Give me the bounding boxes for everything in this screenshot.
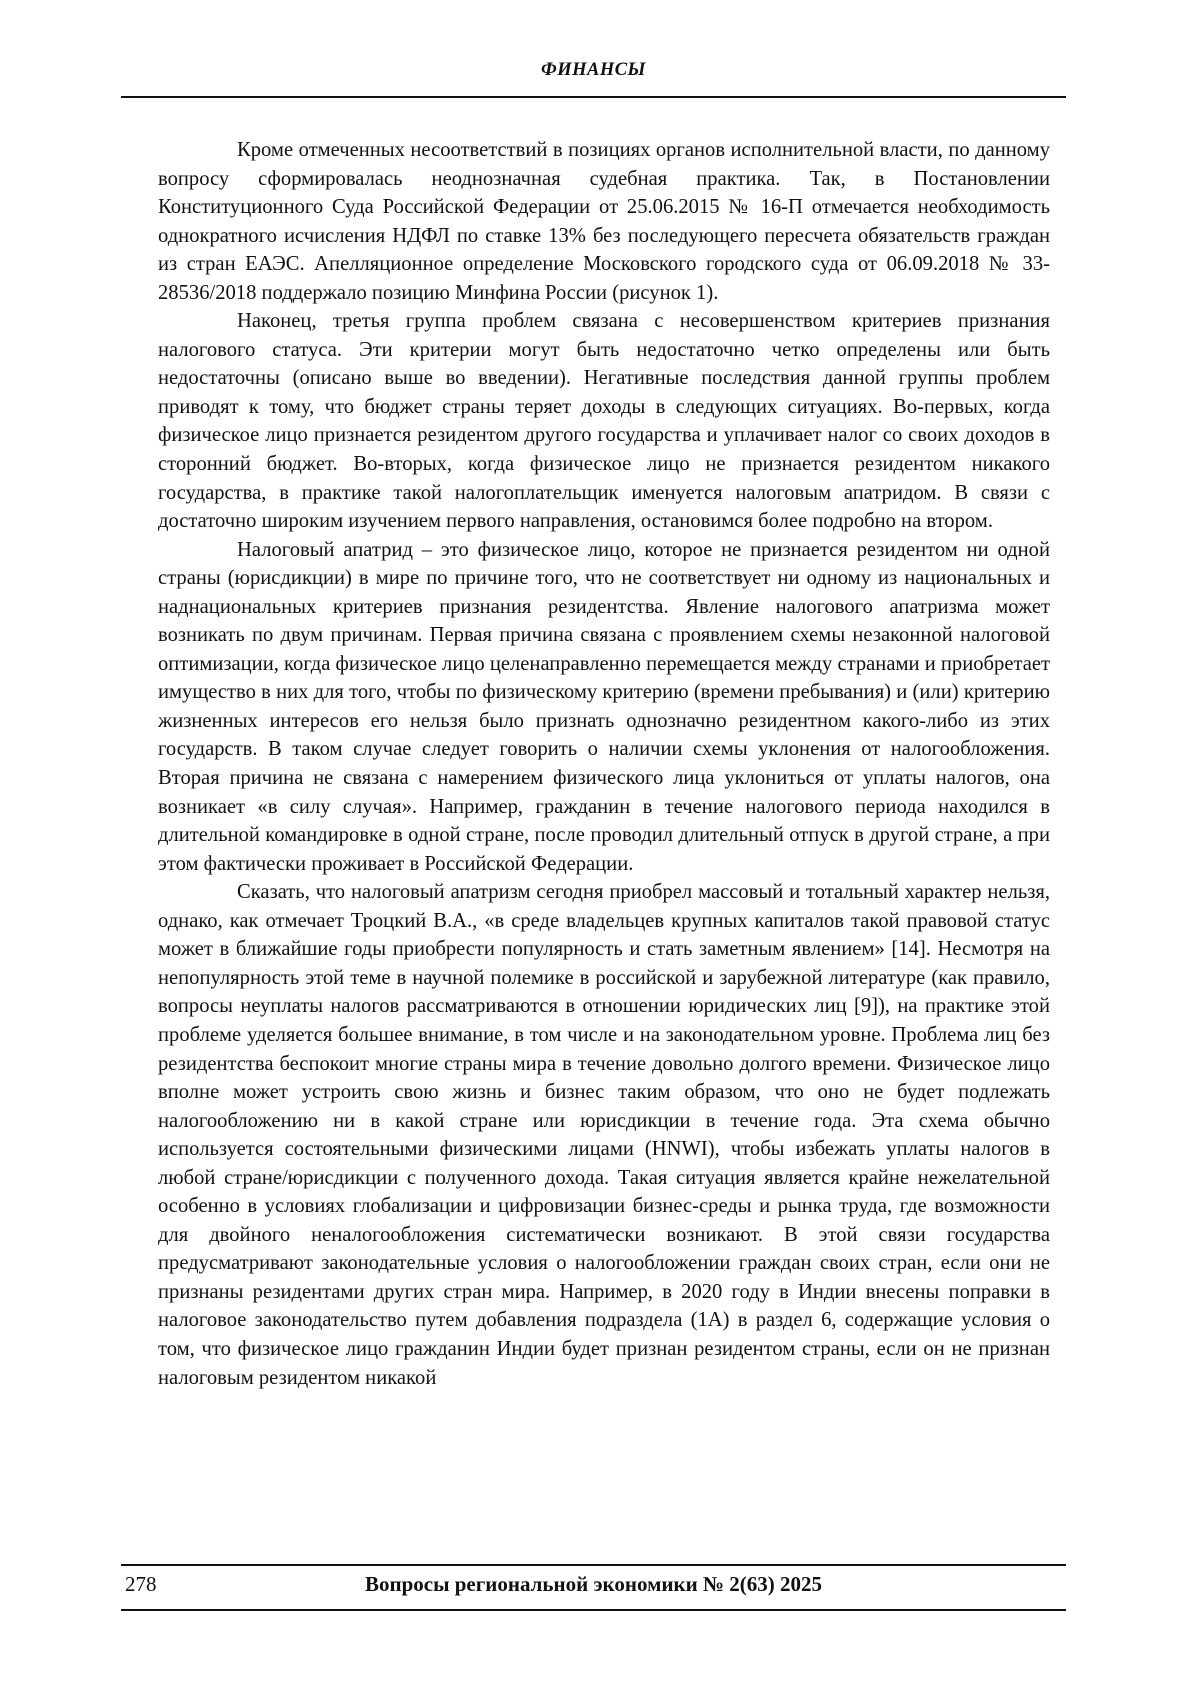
paragraph-3: Налоговый апатрид – это физическое лицо, которое не признается резидентом ни одной страны (юрисдикции) в мире по причине того, что не соответствует ни одному из национальных и наднациональных критериев признания резидентства. Явление налогового апатризма может возникать по двум причинам. Первая причина связана с проявлением схемы незаконной налоговой оптимизации, когда физическое лицо целенаправленно перемещается между странами и приобретает имущество в них для того, чтобы по физическому критерию (времени пребывания) и (или) критерию жизненных интересов его нельзя было признать однозначно резидентном какого-либо из этих государств. В таком случае следует говорить о наличии схемы уклонения от налогообложения. Вторая причина не связана с намерением физического лица уклониться от уплаты налогов, она возникает «в силу случая». Например, гражданин в течение налогового периода находился в длительной командировке в одной стране, после проводил длительный отпуск в другой стране, а при этом фактически проживает в Российской Федерации. [158, 538, 1050, 875]
paragraph-2: Наконец, третья группа проблем связана с несовершенством критериев признания налогового статуса. Эти критерии могут быть недостаточно четко определены или быть недостаточны (описано выше во введении). Негативные последствия данной группы проблем приводят к тому, что бюджет страны теряет доходы в следующих ситуациях. Во-первых, когда физическое лицо признается резидентом другого государства и уплачивает налог со своих доходов в сторонний бюджет. Во-вторых, когда физическое лицо не признается резидентом никакого государства, в практике такой налогоплательщик именуется налоговым апатридом. В связи с достаточно широким изучением первого направления, остановимся более подробно на втором. [158, 310, 1050, 533]
article-body [158, 136, 1050, 1392]
paragraph-1: Кроме отмеченных несоответствий в позициях органов исполнительной власти, по данному вопросу сформировалась неоднозначная судебная практика. Так, в Постановлении Конституционного Суда Российской Федерации от 25.06.2015 № 16-П отмечается необходимость однократного исчисления НДФЛ по ставке 13% без последующего пересчета обязательств граждан из стран ЕАЭС. Апелляционное определение Московского городского суда от 06.09.2018 № 33-28536/2018 поддержало позицию Минфина России (рисунок 1). [158, 139, 1050, 304]
page-number: 278 [125, 1572, 157, 1596]
paragraph-4: Сказать, что налоговый апатризм сегодня приобрел массовый и тотальный характер нельзя, однако, как отмечает Троцкий В.А., «в среде владельцев крупных капиталов такой правовой статус может в ближайшие годы приобрести популярность и стать заметным явлением» [14]. Несмотря на непопулярность этой теме в научной полемике в российской и зарубежной литературе (как правило, вопросы неуплаты налогов рассматриваются в отношении юридических лиц [9]), на практике этой проблеме уделяется большее внимание, в том числе и на законодательном уровне. Проблема лиц без резидентства беспокоит многие страны мира в течение довольно долгого времени. Физическое лицо вполне может устроить свою жизнь и бизнес таким образом, что оно не будет подлежать налогообложению ни в какой стране или юрисдикции в течение года. Эта схема обычно используется состоятельными физическими лицами (HNWI), чтобы избежать уплаты налогов в любой стране/юрисдикции с полученного дохода. Такая ситуация является крайне нежелательной особенно в условиях глобализации и цифровизации бизнес-среды и рынка труда, где возможности для двойного неналогообложения систематически возникают. В этой связи государства предусматривают законодательные условия о налогообложении граждан своих стран, если они не признаны резидентами других стран мира. Например, в 2020 году в Индии внесены поправки в налоговое законодательство путем добавления подраздела (1А) в раздел 6, содержащие условия о том, что физическое лицо гражданин Индии будет признан резидентом страны, если он не признан налоговым резидентом никакой [158, 881, 1050, 1389]
footer-divider-top [121, 1564, 1066, 1566]
footer-divider-bottom [121, 1609, 1066, 1611]
running-head-section: ФИНАНСЫ [540, 60, 646, 80]
journal-title: Вопросы региональной экономики № 2(63) 2025 [364, 1572, 823, 1596]
header-divider [121, 96, 1066, 98]
